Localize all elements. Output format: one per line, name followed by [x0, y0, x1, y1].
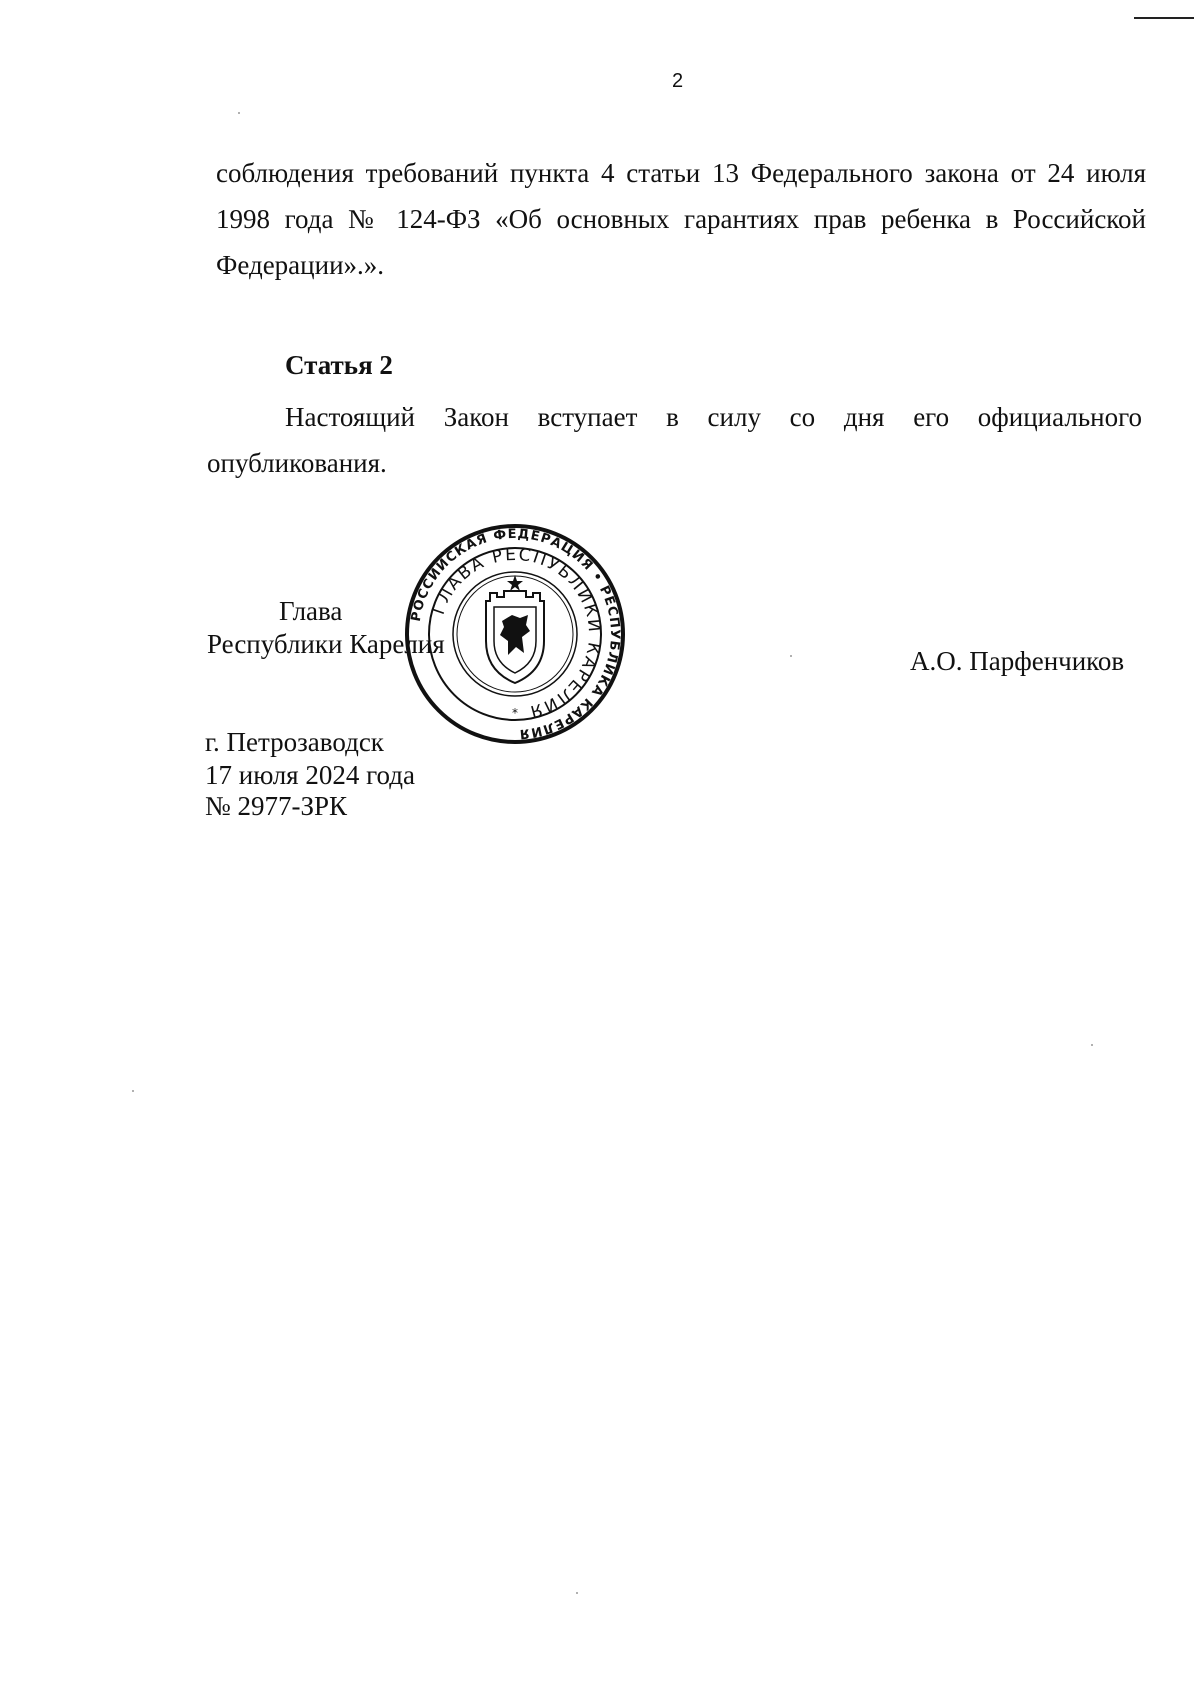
article-heading: Статья 2 — [285, 350, 393, 380]
scan-speck — [132, 1090, 134, 1092]
article-2-text: Настоящий Закон вступает в силу со дня его официального опубликования. — [207, 402, 1142, 478]
page-number: 2 — [672, 70, 684, 92]
scan-speck — [790, 655, 792, 657]
signatory-name: А.О. Парфенчиков — [910, 646, 1125, 676]
scan-speck — [576, 1592, 578, 1594]
coat-of-arms-icon — [486, 575, 544, 683]
scan-edge-line — [1134, 17, 1194, 19]
footer-date: 17 июля 2024 года — [205, 760, 415, 790]
scan-speck — [1091, 1044, 1093, 1046]
scan-speck — [238, 112, 240, 114]
footer-law-number: № 2977-ЗРК — [205, 791, 348, 821]
footer-city: г. Петрозаводск — [205, 727, 384, 757]
signatory-position-line-1: Глава — [279, 596, 343, 626]
seal-star: * — [512, 706, 518, 720]
seal-outer-textpath: РОССИЙСКАЯ ФЕДЕРАЦИЯ • РЕСПУБЛИКА КАРЕЛИЯ — [408, 526, 623, 742]
seal-inner-textpath: ГЛАВА РЕСПУБЛИКИ КАРЕЛИЯ — [428, 544, 605, 722]
paragraph-continuation: соблюдения требований пункта 4 статьи 13 Федерального закона от 24 июля 1998 года № 124-ФЗ «Об основных гарантиях прав ребенка в Российской Федерации».». — [216, 158, 1146, 280]
signatory-position-line-2: Республики Карелия — [207, 629, 445, 659]
official-seal — [404, 523, 626, 745]
